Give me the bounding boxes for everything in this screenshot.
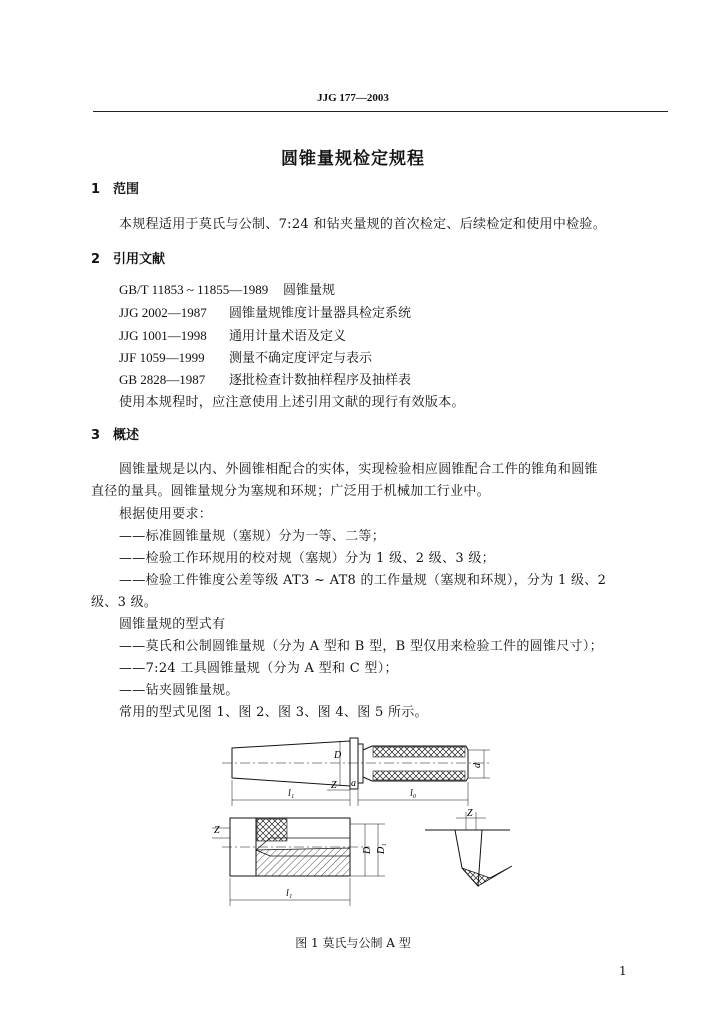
dim-label-l1-ring: l₁ (286, 888, 293, 899)
dim-label-Z-detail: Z (467, 808, 473, 819)
usage-intro: 根据使用要求： (119, 507, 213, 522)
reference-code: GB/T 11853 ~ 11855—1989 (119, 282, 269, 297)
header-rule (93, 111, 668, 112)
section-heading-scope (91, 178, 139, 197)
reference-item (119, 302, 411, 321)
figure-1-drawing (200, 728, 530, 928)
dim-label-D: D (334, 750, 342, 761)
section-heading-references (91, 248, 165, 267)
scope-paragraph: 本规程适用于莫氏与公制、7:24 和钻夹量规的首次检定、后续检定和使用中检验。 (119, 217, 607, 232)
standard-code-header: JJG 177—2003 (317, 92, 389, 104)
reference-title: 测量不确定度评定与表示 (229, 351, 373, 366)
dim-label-Z: Z (331, 780, 337, 791)
dim-label-D-ring: D (362, 846, 373, 854)
reference-title: 通用计量术语及定义 (229, 329, 347, 344)
document-title: 圆锥量规检定规程 (281, 149, 425, 169)
ring-gauge (212, 818, 387, 906)
reference-code: JJF 1059—1999 (119, 350, 205, 365)
dim-label-a: a (351, 778, 356, 789)
list-item: ——检验工件锥度公差等级 AT3 ~ AT8 的工作量规（塞规和环规），分为 1 级、2 (119, 573, 607, 588)
section-title: 引用文献 (113, 252, 166, 267)
overview-paragraph-cont: 直径的量具。圆锥量规分为塞规和环规；广泛用于机械加工行业中。 (91, 484, 491, 499)
list-item: ——钻夹圆锥量规。 (119, 683, 239, 698)
reference-item (119, 325, 346, 344)
types-intro: 圆锥量规的型式有 (119, 617, 226, 632)
figure-caption: 图 1 莫氏与公制 A 型 (295, 936, 411, 950)
dim-label-d: d (472, 763, 483, 768)
section-title: 范围 (113, 182, 140, 197)
section-heading-overview (91, 424, 139, 443)
dim-label-l0: l₀ (410, 788, 417, 799)
page-number: 1 (619, 964, 627, 978)
plug-gauge (222, 738, 490, 806)
list-item: ——7:24 工具圆锥量规（分为 A 型和 C 型）； (119, 661, 398, 676)
overview-paragraph: 圆锥量规是以内、外圆锥相配合的实体，实现检验相应圆锥配合工件的锥角和圆锥 (119, 462, 598, 477)
references-note: 使用本规程时，应注意使用上述引用文献的现行有效版本。 (119, 395, 465, 410)
dim-label-l1: l₁ (288, 788, 295, 799)
section-number: 3 (91, 428, 101, 443)
dim-label-D1: D₁ (376, 843, 387, 854)
section-number: 2 (91, 252, 101, 267)
section-title: 概述 (113, 428, 140, 443)
reference-title: 圆锥量规 (283, 283, 336, 298)
list-item-cont: 级、3 级。 (91, 595, 158, 610)
reference-title: 圆锥量规锥度计量器具检定系统 (229, 306, 412, 321)
section-number: 1 (91, 182, 101, 197)
reference-code: JJG 1001—1998 (119, 328, 207, 343)
list-item: ——检验工作环规用的校对规（塞规）分为 1 级、2 级、3 级； (119, 551, 495, 566)
dim-label-Z-ring: Z (214, 825, 220, 836)
list-item: ——标准圆锥量规（塞规）分为一等、二等； (119, 529, 386, 544)
reference-code: JJG 2002—1987 (119, 305, 207, 320)
detail-view (425, 808, 512, 886)
list-item: ——莫氏和公制圆锥量规（分为 A 型和 B 型，B 型仅用来检验工件的圆锥尺寸）； (119, 639, 603, 654)
reference-item (119, 347, 372, 366)
reference-code: GB 2828—1987 (119, 372, 206, 387)
figure-reference: 常用的型式见图 1、图 2、图 3、图 4、图 5 所示。 (119, 705, 428, 720)
reference-item (119, 279, 335, 298)
reference-title: 逐批检查计数抽样程序及抽样表 (229, 373, 412, 388)
reference-item (119, 369, 411, 388)
